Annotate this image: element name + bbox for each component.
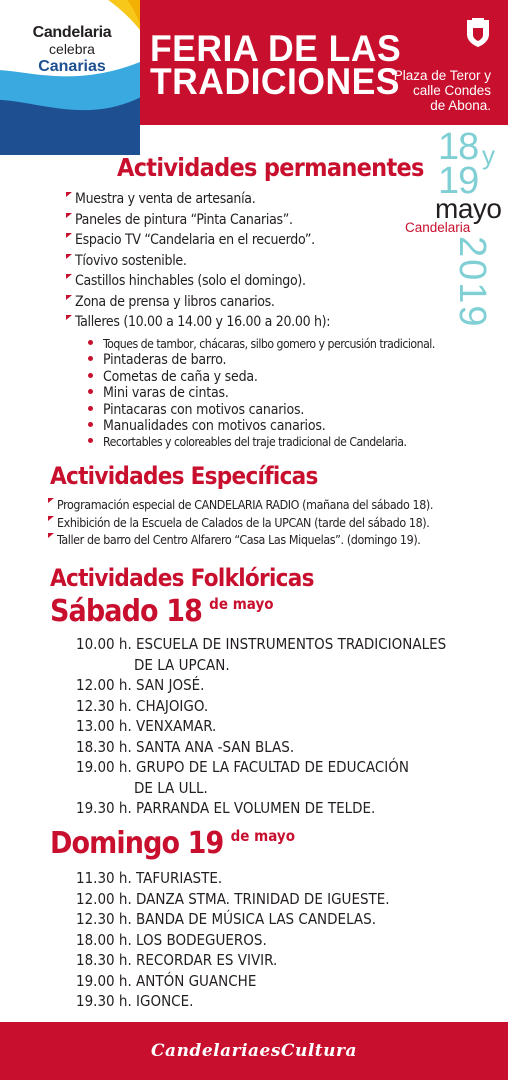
event-dates [405,126,508,348]
flag-bullet-icon [66,295,72,300]
logo-line-3: Canarias [38,58,106,75]
footer-slogan: CandelariaesCultura [151,1041,357,1061]
flag-bullet-icon [66,254,72,259]
list-item: Taller de barro del Centro Alfarero “Casa Las Miquelas”. (domingo 19). [48,531,433,549]
schedule-sabado [76,634,446,819]
dot-bullet-icon [88,389,93,394]
schedule-row: 10.00 h. ESCUELA DE INSTRUMENTOS TRADICIONALES [76,635,447,653]
flag-bullet-icon [48,516,54,521]
schedule-row: 19.30 h. PARRANDA EL VOLUMEN DE TELDE. [76,799,376,817]
coat-of-arms-icon [465,18,491,48]
list-item: Toques de tambor, chácaras, silbo gomero y percusión tradicional. [88,336,435,352]
heading-folkloricas: Actividades Folklóricas [50,564,314,592]
list-item: Pintacaras con motivos canarios. [88,402,435,418]
list-item: Espacio TV “Candelaria en el recuerdo”. [66,230,330,251]
schedule-row: 19.00 h. ANTÓN GUANCHE [76,971,257,990]
list-permanentes [66,189,330,333]
flag-bullet-icon [48,498,54,503]
date-place: Candelaria [405,220,471,235]
sabado-label: Sábado 18 [50,594,202,629]
sabado-suffix: de mayo [209,595,274,613]
heading-sabado [50,594,274,629]
schedule-row: 19.30 h. IGONCE. [76,992,194,1010]
list-talleres [88,336,435,451]
list-item: Castillos hinchables (solo el domingo). [66,271,330,292]
header-banner [0,0,508,125]
schedule-row: 18.30 h. RECORDAR ES VIVIR. [76,951,278,969]
heading-domingo [50,826,295,861]
list-item: Mini varas de cintas. [88,385,435,401]
flag-bullet-icon [66,274,72,279]
location-line-1: Plaza de Teror y [393,68,491,83]
list-item: Talleres (10.00 a 14.00 y 16.00 a 20.00 h): [66,312,330,333]
dot-bullet-icon [88,340,93,345]
list-item: Muestra y venta de artesanía. [66,189,330,210]
location-text [394,68,491,113]
list-item: Manualidades con motivos canarios. [88,418,435,434]
location-line-3: de Abona. [430,98,491,113]
date-and: y [482,140,495,170]
list-item: Paneles de pintura “Pinta Canarias”. [66,210,330,231]
flag-bullet-icon [66,233,72,238]
schedule-row: 18.00 h. LOS BODEGUEROS. [76,930,267,949]
title-line-2: TRADICIONES [150,61,400,102]
flag-bullet-icon [66,315,72,320]
schedule-row: 13.00 h. VENXAMAR. [76,717,217,735]
dot-bullet-icon [88,406,93,411]
date-month: mayo [435,193,502,224]
schedule-row: 12.00 h. SAN JOSÉ. [76,676,205,694]
location-line-2: calle Condes [412,83,491,98]
dot-bullet-icon [88,356,93,361]
list-especificas [48,496,433,549]
dot-bullet-icon [88,422,93,427]
logo-line-2: celebra [49,41,95,57]
flag-bullet-icon [66,213,72,218]
dot-bullet-icon [88,438,93,443]
list-item: Recortables y coloreables del traje tradicional de Candelaria. [88,434,435,450]
schedule-row: 12.30 h. BANDA DE MÚSICA LAS CANDELAS. [76,910,377,928]
flag-bullet-icon [66,192,72,197]
page-title [150,28,402,102]
domingo-suffix: de mayo [230,827,295,845]
date-day-2: 19 [438,160,479,202]
logo-line-1: Candelaria [32,24,112,41]
list-item: Zona de prensa y libros canarios. [66,292,330,313]
schedule-row: 12.30 h. CHAJOIGO. [76,696,209,715]
schedule-row: 19.00 h. GRUPO DE LA FACULTAD DE EDUCACIÓN [76,758,409,776]
heading-permanentes: Actividades permanentes [117,153,424,182]
list-item: Cometas de caña y seda. [88,369,435,385]
footer-banner [0,1022,508,1080]
title-line-1: FERIA DE LAS [150,28,402,69]
schedule-row: 18.30 h. SANTA ANA -SAN BLAS. [76,737,295,756]
schedule-row: DE LA UPCAN. [134,655,230,674]
schedule-domingo [76,868,390,1012]
list-item: Programación especial de CANDELARIA RADIO (mañana del sábado 18). [48,496,433,514]
date-year: 2019 [451,236,493,329]
logo-text [22,24,122,75]
list-item: Tíovivo sostenible. [66,251,330,272]
domingo-label: Domingo 19 [50,826,224,861]
schedule-row: 12.00 h. DANZA STMA. TRINIDAD DE IGUESTE. [76,889,390,908]
heading-especificas: Actividades Específicas [50,462,318,490]
schedule-row: 11.30 h. TAFURIASTE. [76,869,223,887]
dot-bullet-icon [88,373,93,378]
list-item: Pintaderas de barro. [88,352,435,368]
flag-bullet-icon [48,533,54,538]
schedule-row: DE LA ULL. [134,778,208,797]
list-item: Exhibición de la Escuela de Calados de la UPCAN (tarde del sábado 18). [48,514,433,532]
date-day-1: 18 [438,126,479,168]
